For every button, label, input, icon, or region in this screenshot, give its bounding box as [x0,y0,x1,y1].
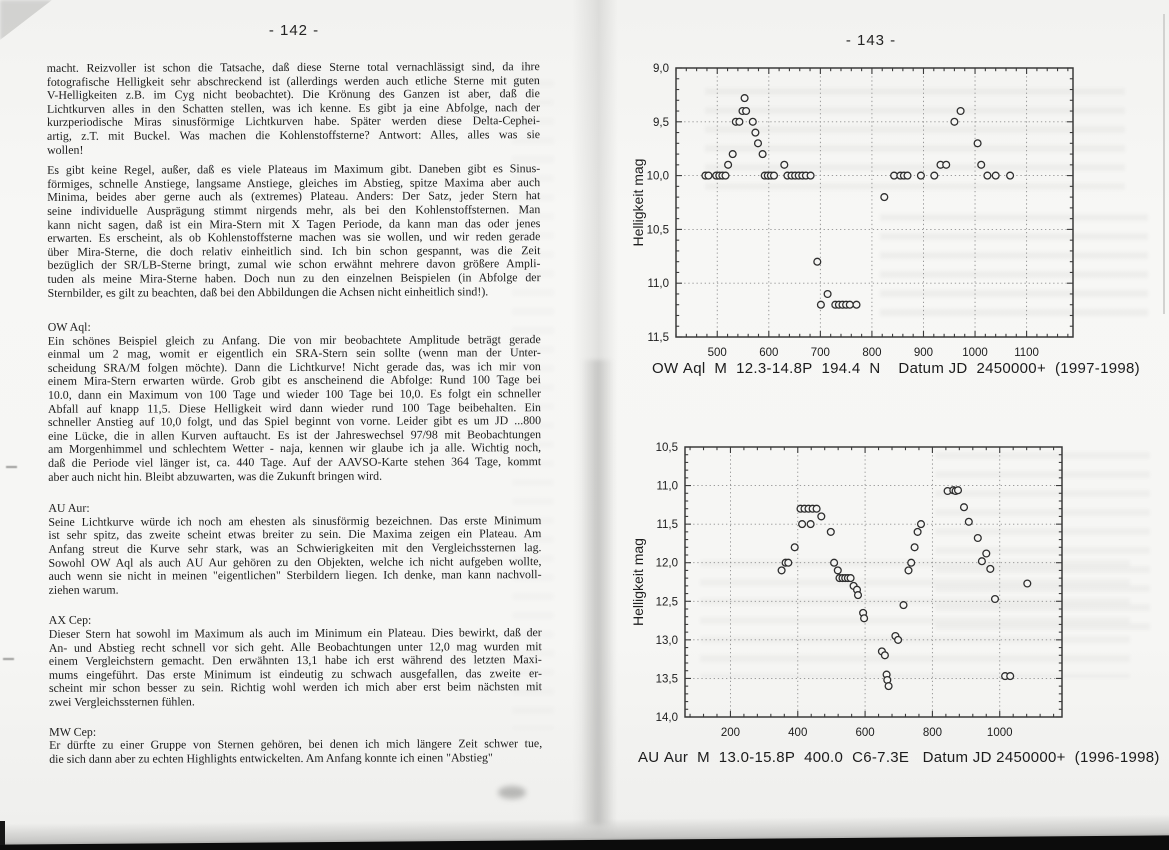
x-tick-label: 1000 [986,727,1013,739]
text-line: Lichtkurven alles in den Schatten stellen, was ich kenne. Es gibt ja eine Abfolge, nach der [46,99,540,116]
text-line: artig, z.T. mit Buckel. Was machen die Kohlenstoffsterne? Antwort: Alles, alles was sie [47,127,541,143]
data-point-marker [1007,673,1014,680]
data-point-marker [831,559,838,566]
page-edge-line [1163,14,1165,314]
text-line: einmal um 2 mag, womit er eigentlich ein SRA-Stern sein sollte (wenn man der Unter- [47,345,541,362]
y-tick-label: 10,5 [646,224,669,237]
text-line: einem Mira-Stern erwarten würde. Grob gibt es anscheinend die Abfolge: Rund 100 Tage bei [47,372,541,389]
data-point-marker [807,172,814,179]
text-line: einem Vergleichstern gemacht. Den erwähnten 13,1 habe ich erst während des letzten Maxi- [48,652,542,669]
text-line: macht. Reizvoller ist schon die Tatsache, daß diese Sterne total vernachlässigt sind, da ihre [46,59,540,75]
data-point-marker [814,258,821,265]
y-tick-label: 11,5 [647,332,669,344]
text-section [47,162,540,300]
text-line: tuden als meine Mira-Sterne haben. Doch nun zu den einzelnen Beispielen (in Abfolge der [47,270,541,286]
data-point-marker [785,559,792,566]
text-line: bezüglich der SR/LB-Sterne bringt, zumal wie schon erwähnt mehrere davon größere Ampli- [47,256,541,273]
text-line: Ein schönes Beispiel gleich zu Anfang. Die von mir beobachtete Amplitude beträgt gerade [47,331,541,348]
data-point-marker [992,596,999,603]
x-tick-label: 1000 [962,347,988,359]
page-number-right: - 143 - [845,32,897,49]
y-axis-title: Helligkeit mag [630,538,646,626]
data-point-marker [755,140,762,147]
data-point-marker [914,529,921,536]
x-tick-label: 600 [759,347,779,359]
data-point-marker [951,118,958,125]
x-tick-label: 500 [707,347,727,359]
y-tick-label: 9,5 [653,116,669,129]
data-point-marker [799,521,806,528]
text-line: scheint mir schon besser zu sein. Richtig wohl werden ich mich aber erst beim nächsten mit [48,679,542,696]
chart-caption: OW Aql M 12.3-14.8P 194.4 N Datum JD 2450000+ (1997-1998) [652,360,1140,377]
y-tick-label: 13,0 [655,634,678,647]
y-tick-label: 10,0 [646,170,669,183]
x-tick-label: 400 [788,727,808,739]
y-tick-label: 10,5 [655,442,678,454]
text-line: über Mira-Sterne, die doch relativ einheitlich sind. Ich bin schon gespannt, was die Zeit [47,242,541,259]
text-line: ziehen warum. [48,582,119,597]
data-point-marker [749,118,756,125]
data-point-marker [882,652,889,659]
text-line: Sternbilder, es gilt zu beachten, daß bei den Abbildungen die Achsen nicht einheitlich sind!). [47,283,489,300]
text-line: aber auch nicht hin. Bleibt abzuwarten, was die Zukunft bringen wird. [48,468,383,484]
y-axis-title: Helligkeit mag [630,158,646,247]
ow-aql-light-curve-chart [598,18,1163,398]
text-line: Dieser Stern hat sowohl im Maximum als auch im Minimum ein Plateau. Dies bewirkt, daß der [48,625,542,641]
data-point-marker [931,172,938,179]
x-tick-label: 800 [862,347,882,359]
data-point-marker [987,566,994,573]
page-gutter-shadow [581,360,614,825]
chart-caption: AU Aur M 13.0-15.8P 400.0 C6-7.3E Datum JD 2450000+ (1996-1998) [638,749,1160,766]
text-line: fotografische Helligkeit sehr abschreckend ist (allerdings werden auch etliche Sterne mit guten [46,72,540,89]
data-point-marker [904,172,911,179]
text-line: daß die Periode viel länger ist, ca. 440 Tage. Auf der AAVSO-Karte stehen 364 Tage, kommt [48,454,542,470]
data-point-marker [974,140,981,147]
data-point-marker [911,544,918,551]
section-heading: AX Cep: [48,613,92,628]
data-point-marker [834,567,841,574]
text-line: auch wenn sie nicht in meinen "eigentlichen" Sterbildern liegen. Ich denke, man kann nachvoll- [48,567,542,584]
data-point-marker [992,172,999,179]
data-point-marker [813,505,820,512]
text-line: schneller Anstieg auf 10,0 folgt, und das Spiel beginnt von vorne. Leider gibt es um JD ...800 [48,413,542,430]
x-tick-label: 600 [855,727,875,739]
text-line: An- und Abstieg recht schnell vor sich geht. Alle Beobachtungen unter 12,0 mag wurden mit [48,638,542,655]
data-point-marker [807,521,814,528]
y-tick-label: 11,0 [656,480,678,493]
data-point-marker [818,513,825,520]
data-point-marker [983,550,990,557]
data-point-marker [1007,172,1014,179]
section-heading: AU Aur: [48,500,90,516]
data-point-marker [705,172,712,179]
data-point-marker [778,567,785,574]
section-heading: OW Aql: [47,319,91,334]
data-point-marker [1024,580,1031,587]
text-line: zwei Vergleichssternen fühlen. [48,694,195,709]
data-point-marker [943,161,950,168]
y-tick-label: 11,0 [647,278,669,291]
data-point-marker [759,151,766,158]
x-tick-label: 700 [810,347,830,359]
data-point-marker [895,637,902,644]
x-tick-label: 200 [720,727,741,739]
data-point-marker [853,301,860,308]
data-point-marker [846,301,853,308]
data-point-marker [900,602,907,609]
text-line: 10.0, dann ein Maximum von 100 Tage und wieder 100 Tage bei 10,0. Es folgt ein schneller [47,386,541,402]
margin-mark-artifact [6,466,17,468]
au-aur-light-curve-chart [598,400,1163,802]
data-point-marker [905,567,912,574]
text-line: scheidung SRA/M folgen möchte). Dann die Lichtkurve! Nicht gerade das, was ich mir von [47,359,541,375]
text-line: mums eingeführt. Das erste Minimum ist eindeutig zu schwach ausgefallen, das zweite er- [48,665,542,682]
x-tick-label: 900 [913,347,934,359]
data-point-marker [752,129,759,136]
text-line: kurzperiodische Miras sinusförmige Lichtkurven habe. Später werden diese Delta-Cephei- [46,113,541,130]
data-point-marker [725,161,732,168]
data-point-marker [791,544,798,551]
data-point-marker [881,194,888,201]
data-point-marker [918,172,925,179]
data-point-marker [818,301,825,308]
data-point-marker [722,172,729,179]
data-point-marker [743,108,750,115]
data-point-marker [736,118,743,125]
data-point-marker [855,592,862,599]
data-point-marker [979,558,986,565]
data-point-marker [861,615,868,622]
text-section [48,319,542,484]
text-line: wollen! [47,142,84,157]
page-number-left: - 142 - [268,22,320,39]
y-tick-label: 12,5 [655,596,678,609]
y-tick-label: 12,0 [655,557,678,570]
data-point-marker [847,575,854,582]
x-tick-label: 800 [922,727,942,739]
text-line: Seine Lichtkurve würde ich noch am ehesten als sinusförmig bezeichnen. Das erste Minimum [48,512,542,529]
data-point-marker [961,504,968,511]
text-line: förmiges, schnelle Anstiege, langsame Anstiege, gleiches im Abstieg, spitze Maxima aber auch [47,174,541,191]
data-point-marker [908,559,915,566]
y-tick-label: 11,5 [656,519,678,532]
data-point-marker [965,518,972,525]
text-line: ist sehr spitz, das zweite scheint etwas breiter zu sein. Die Maxima zeigen ein Plateau. Am [48,526,542,543]
text-section [49,724,542,767]
data-point-marker [974,535,981,542]
text-line: Minima, beides aber gerne auch als (extremes) Plateau. Anders: Der Satz, jeder Stern hat [47,188,541,205]
text-section [47,60,540,157]
data-point-marker [781,161,788,168]
data-point-marker [957,108,964,115]
data-point-marker [885,683,892,690]
text-line: eine Lücke, die in allen Kurven auftaucht. Es ist der Jahreswechsel 97/98 mit Beobachtungen [48,426,542,443]
text-section [48,500,541,597]
text-section [49,613,542,710]
text-line: erwarten. Es erscheint, als ob Kohlenstoffsterne machen was sie wollen, und wir reden gerade [47,229,541,245]
data-point-marker [741,95,748,102]
text-line: kann nicht sagen, daß ist ein Mira-Stern mit X Tagen Periode, da kann man das oder jenes [47,215,541,232]
plot-frame [676,68,1073,337]
left-page-text [47,60,542,766]
text-line: Es gibt keine Regel, außer, daß es viele Plateaus im Maximum gibt. Daneben gibt es Sinus- [47,161,541,178]
data-point-marker [984,172,991,179]
text-line: Er dürfte zu einer Gruppe von Sternen gehören, bei denen ich mich längere Zeit schwer tue, [49,736,543,752]
y-tick-label: 9,0 [653,63,669,75]
data-point-marker [771,172,778,179]
text-line: seine individuelle Ausprägung stimmt nirgends mehr, als bei den Kohlenstoffsternen. Man [47,202,541,218]
scan-smudge-artifact [498,786,526,799]
data-point-marker [955,487,962,494]
data-point-marker [824,291,831,298]
text-line: V-Helligkeiten z.B. im Cyg nicht beobachtet). Die Krönung des Ganzen ist aber, daß die [46,86,540,103]
margin-mark-artifact [3,658,14,660]
text-line: Abfall auf knapp 11,5. Diese Helligkeit wird dann wieder rund 100 Tage beibehalten. Ein [47,399,542,416]
data-point-marker [827,529,834,536]
scanner-edge-notch [0,821,5,845]
x-tick-label: 1100 [1014,347,1039,359]
data-point-marker [978,161,985,168]
text-line: Sowohl OW Aql als auch AU Aur gehören zu den Objekten, welche ich nicht aufgeben wollte, [48,553,542,570]
y-tick-label: 13,5 [655,673,678,686]
section-heading: MW Cep: [49,724,97,739]
data-point-marker [918,521,925,528]
text-line: am Morgenhimmel und schlechtem Wetter - naja, kennen wir glaube ich ja alle. Wichtig noch, [48,440,542,457]
data-point-marker [729,151,736,158]
y-tick-label: 14,0 [655,712,678,724]
text-line: die sich dann aber zu echten Highlights entwickelten. Am Anfang konnte ich einen "Abstieg" [49,750,493,766]
text-line: Anfang streut die Kurve sehr stark, was an Schwierigkeiten mit den Vergleichssternen lag. [48,540,542,556]
